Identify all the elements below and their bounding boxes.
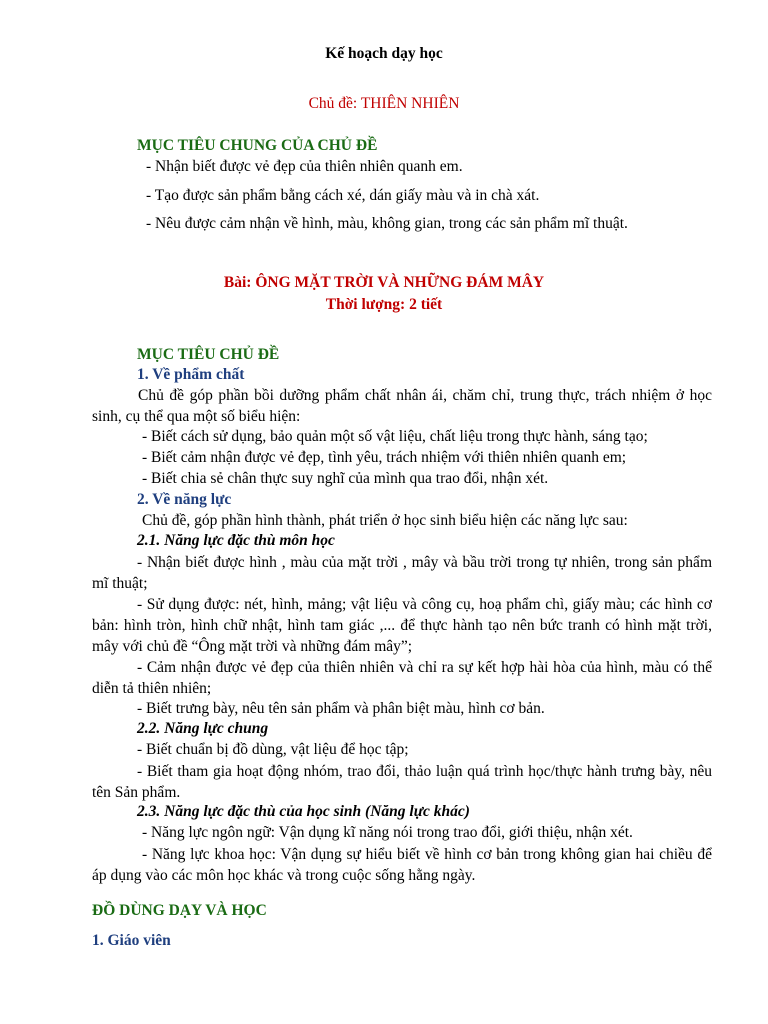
quality-intro: Chủ đề góp phần bồi dưỡng phẩm chất nhân ái, chăm chỉ, trung thực, trách nhiệm ở học sinh, cụ thể qua một số biểu hiện: [92,387,712,425]
document-title: Kế hoạch dạy học [325,45,443,62]
lesson-title: Bài: ÔNG MẶT TRỜI VÀ NHỮNG ĐÁM MÂY [223,274,545,291]
general-goal-item: - Nêu được cảm nhận về hình, màu, không gian, trong các sản phẩm mĩ thuật. [146,215,628,232]
general-competence-item: - Biết tham gia hoạt động nhóm, trao đổi, thảo luận quá trình học/thực hành trưng bày, nêu tên Sản phẩm. [92,763,712,801]
specific-competence-item: - Biết trưng bày, nêu tên sản phẩm và phân biệt màu, hình cơ bản. [137,700,545,717]
quality-item: - Biết cách sử dụng, bảo quản một số vật liệu, chất liệu trong thực hành, sáng tạo; [142,428,648,445]
general-goal-item: - Tạo được sản phẩm bằng cách xé, dán giấy màu và in chà xát. [146,187,540,204]
lesson-duration: Thời lượng: 2 tiết [325,296,443,313]
quality-item: - Biết chia sẻ chân thực suy nghĩ của mình qua trao đổi, nhận xét. [142,470,549,487]
topic-goals-heading: MỤC TIÊU CHỦ ĐỀ [137,346,280,363]
quality-heading: 1. Về phẩm chất [137,366,245,383]
specific-competence-heading: 2.1. Năng lực đặc thù môn học [137,532,335,549]
materials-heading: ĐỒ DÙNG DẠY VÀ HỌC [92,902,267,919]
quality-item: - Biết cảm nhận được vẻ đẹp, tình yêu, trách nhiệm với thiên nhiên quanh em; [142,449,627,466]
competence-intro: Chủ đề, góp phần hình thành, phát triển ở học sinh biểu hiện các năng lực sau: [142,512,628,529]
specific-competence-item: - Nhận biết được hình , màu của mặt trời , mây và bầu trời trong tự nhiên, trong sản phẩm mĩ thuật; [92,554,712,592]
general-competence-heading: 2.2. Năng lực chung [137,720,269,737]
other-competence-item: - Năng lực khoa học: Vận dụng sự hiểu biết về hình cơ bản trong không gian hai chiều để áp dụng vào các môn học khác và trong cuộc sống hằng ngày. [92,846,712,884]
teacher-heading: 1. Giáo viên [92,932,171,949]
competence-heading: 2. Về năng lực [137,491,232,508]
general-competence-item: - Biết chuẩn bị đồ dùng, vật liệu để học tập; [137,741,409,758]
specific-competence-item: - Cảm nhận được vẻ đẹp của thiên nhiên và chỉ ra sự kết hợp hài hòa của hình, màu có thể diễn tả thiên nhiên; [92,659,712,697]
other-competence-item: - Năng lực ngôn ngữ: Vận dụng kĩ năng nói trong trao đổi, giới thiệu, nhận xét. [142,824,633,841]
other-competence-heading: 2.3. Năng lực đặc thù của học sinh (Năng lực khác) [137,803,470,820]
topic-title: Chủ đề: THIÊN NHIÊN [308,95,460,112]
general-goals-heading: MỤC TIÊU CHUNG CỦA CHỦ ĐỀ [137,137,378,154]
specific-competence-item: - Sử dụng được: nét, hình, mảng; vật liệu và công cụ, hoạ phẩm chì, giấy màu; các hình cơ bản: hình tròn, hình chữ nhật, hình tam giác ,... để thực hành tạo nên bức tranh có hình mặt trời, mây với chủ đề “Ông mặt trời và những đám mây”; [92,596,712,655]
general-goal-item: - Nhận biết được vẻ đẹp của thiên nhiên quanh em. [146,158,463,175]
